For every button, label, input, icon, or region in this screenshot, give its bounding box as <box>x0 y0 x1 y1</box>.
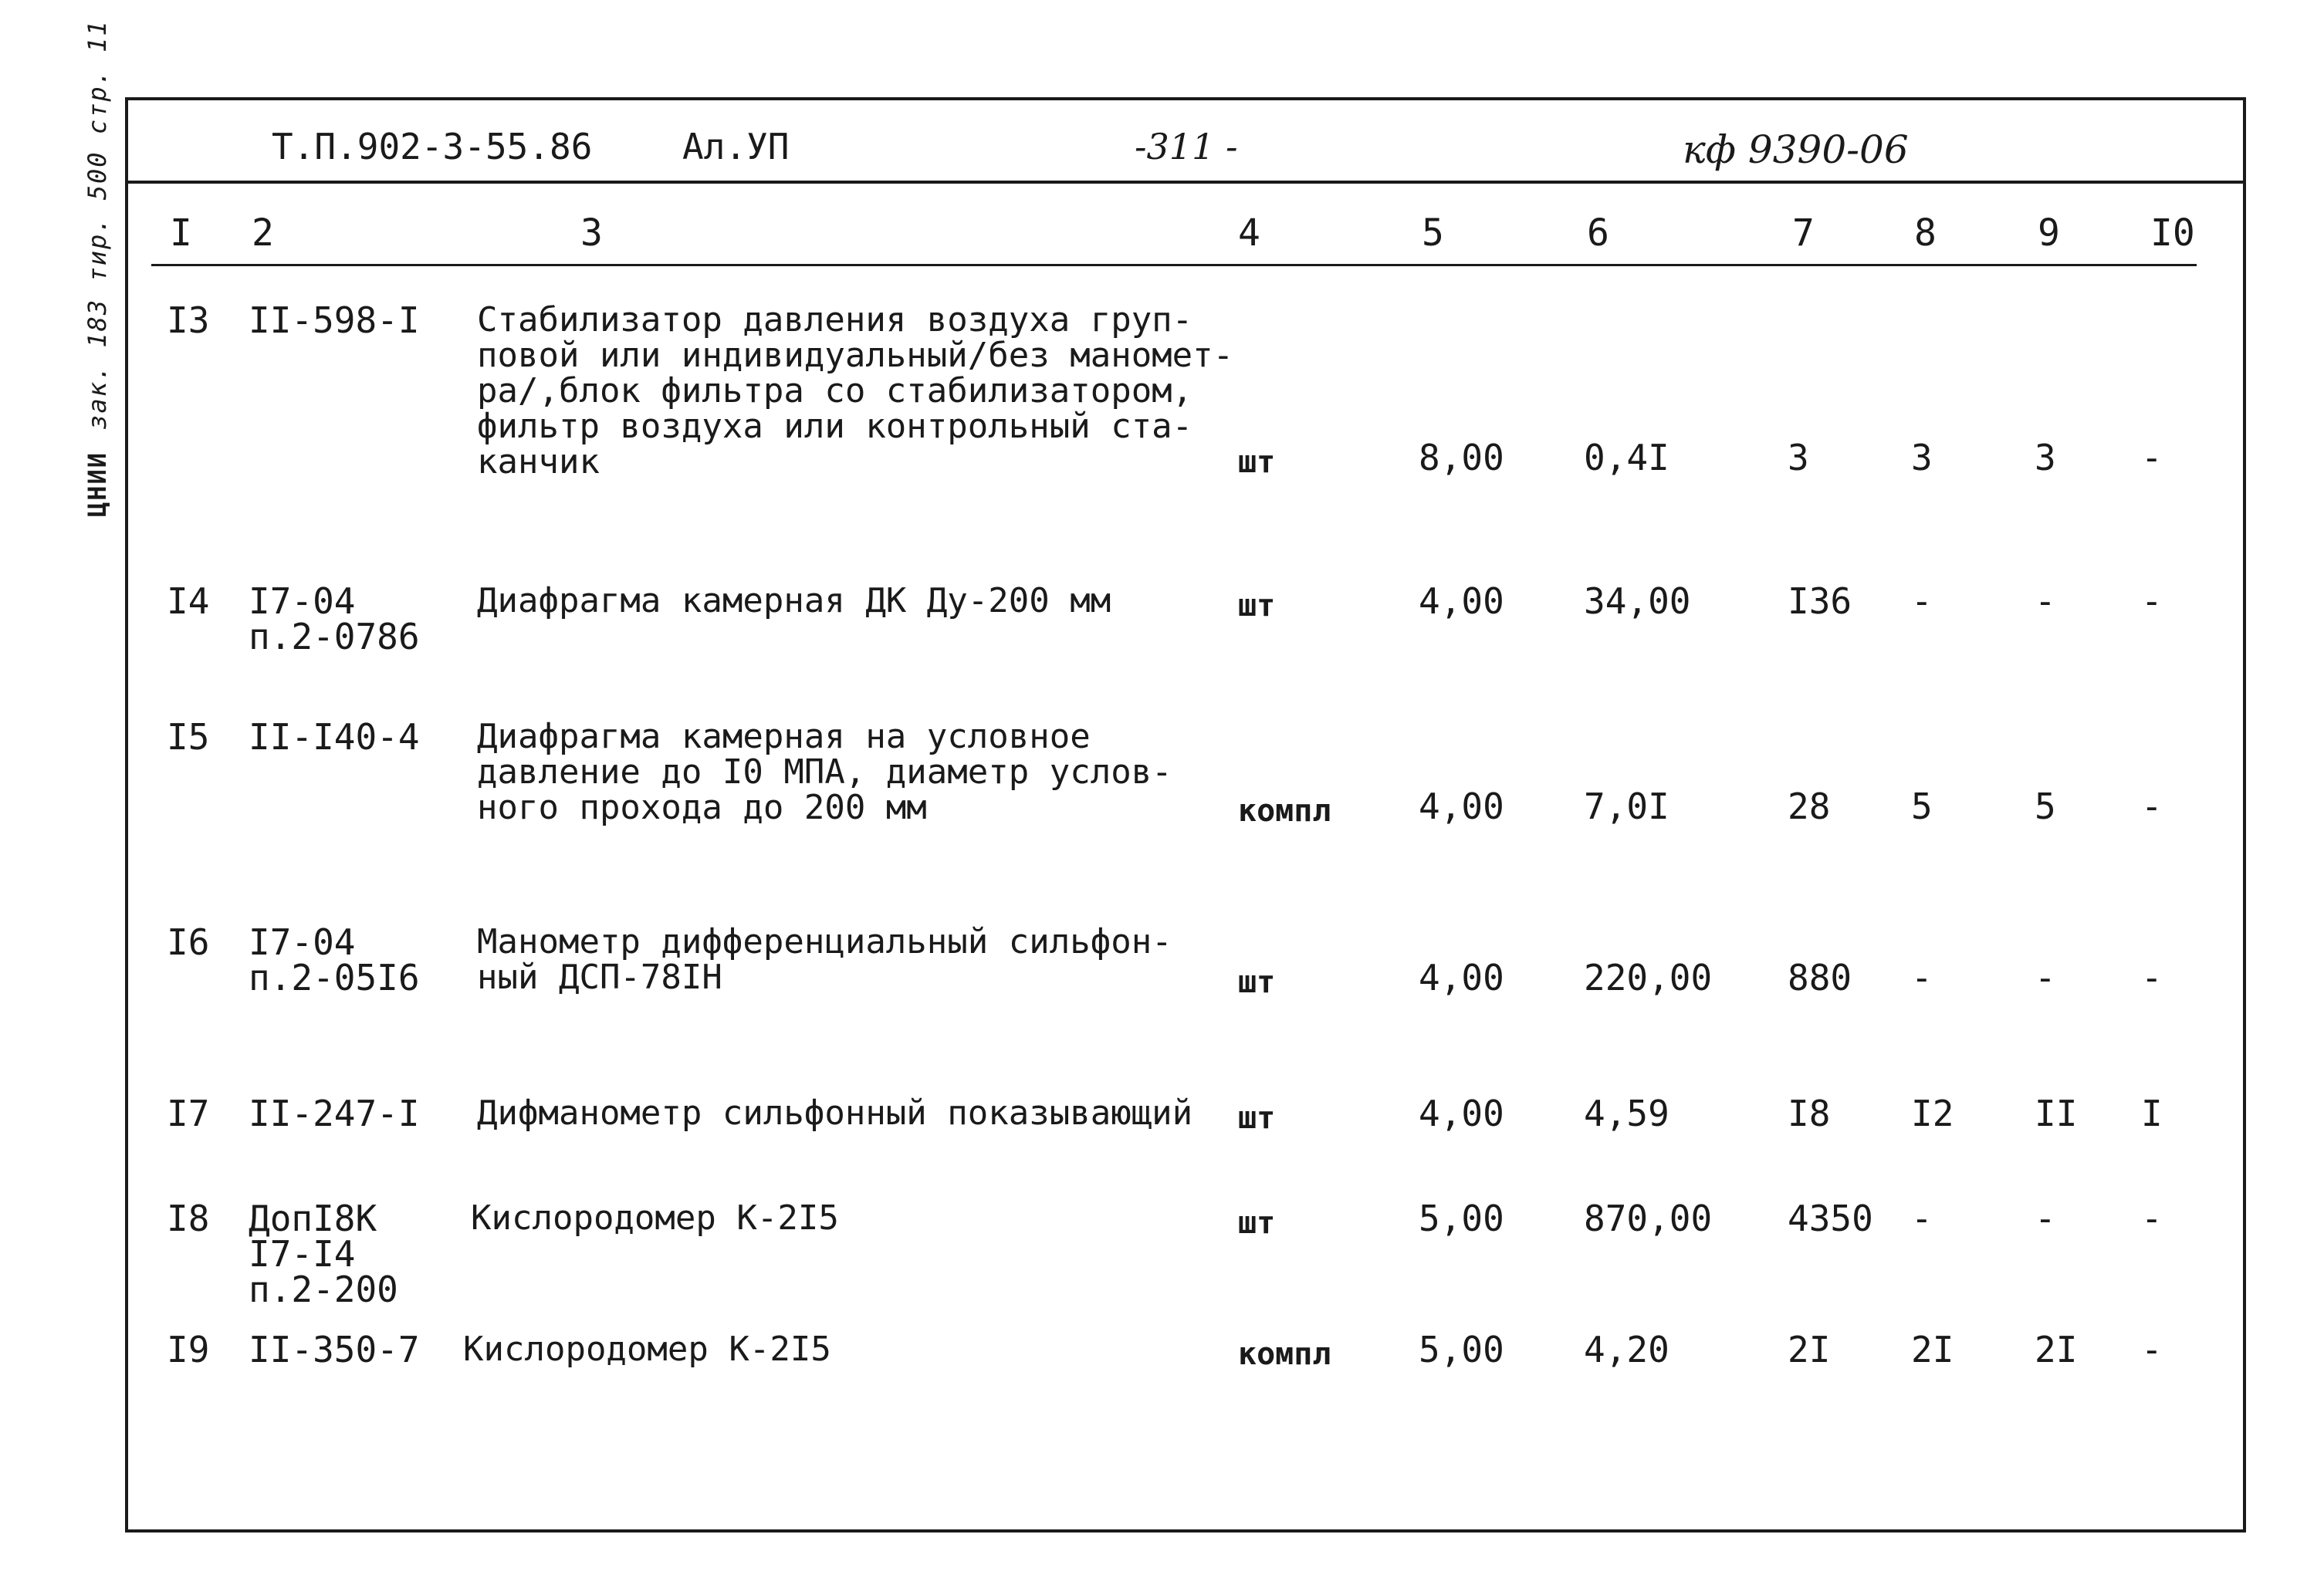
column-number: I0 <box>2150 211 2195 255</box>
item-description-line: Дифманометр сильфонный показывающий <box>477 1093 1193 1133</box>
item-description-line: Кислородомер К-2I5 <box>471 1198 839 1238</box>
item-description-line: ного прохода до 200 мм <box>477 788 927 827</box>
column-10-value: - <box>2141 957 2163 999</box>
total-cost: I36 <box>1788 580 1852 622</box>
form-code: кф 9390-06 <box>1683 127 1909 172</box>
doc-designation: Т.П.902-3-55.86 <box>272 126 593 167</box>
catalog-code: I7-04 <box>249 580 356 622</box>
column-numbers-divider <box>151 264 2197 266</box>
column-10-value: - <box>2141 786 2163 827</box>
catalog-code: п.2-200 <box>249 1269 398 1310</box>
column-9-value: 5 <box>2035 786 2056 827</box>
unit-price: 34,00 <box>1584 580 1691 622</box>
row-number: I9 <box>167 1329 210 1370</box>
unit-price: 0,4I <box>1584 437 1669 478</box>
quantity: 4,00 <box>1419 580 1504 622</box>
item-description-line: Диафрагма камерная на условное <box>477 717 1091 756</box>
unit-price: 220,00 <box>1584 957 1713 999</box>
item-description-line: Диафрагма камерная ДК Ду-200 мм <box>477 581 1111 620</box>
unit-of-measure: шт <box>1238 444 1276 480</box>
column-number: 8 <box>1914 211 1937 255</box>
column-number: 5 <box>1422 211 1444 255</box>
column-10-value: - <box>2141 1198 2163 1239</box>
column-number: 6 <box>1587 211 1609 255</box>
quantity: 4,00 <box>1419 786 1504 827</box>
column-number: 2 <box>252 211 274 255</box>
item-description-line: Манометр дифференциальный сильфон- <box>477 922 1172 961</box>
row-number: I4 <box>167 580 210 622</box>
total-cost: 4350 <box>1788 1198 1873 1239</box>
item-description-line: канчик <box>477 442 600 482</box>
item-description-line: Стабилизатор давления воздуха груп- <box>477 300 1193 340</box>
catalog-code: ДопI8К <box>249 1198 377 1239</box>
catalog-code: п.2-05I6 <box>249 957 420 999</box>
side-stamp <box>51 19 120 517</box>
column-10-value: - <box>2141 437 2163 478</box>
column-8-value: - <box>1911 580 1933 622</box>
total-cost: 2I <box>1788 1329 1831 1370</box>
catalog-code: I7-04 <box>249 921 356 963</box>
column-number: I <box>170 211 192 255</box>
side-stamp-org: ЦНИИ <box>83 451 112 517</box>
total-cost: 28 <box>1788 786 1831 827</box>
column-9-value: - <box>2035 1198 2056 1239</box>
column-10-value: - <box>2141 1329 2163 1370</box>
quantity: 8,00 <box>1419 437 1504 478</box>
unit-price: 4,20 <box>1584 1329 1669 1370</box>
unit-of-measure: компл <box>1238 793 1331 829</box>
column-8-value: 2I <box>1911 1329 1954 1370</box>
unit-of-measure: шт <box>1238 1100 1276 1136</box>
total-cost: 3 <box>1788 437 1809 478</box>
column-9-value: II <box>2035 1093 2078 1134</box>
item-description-line: ный ДСП-78IН <box>477 958 722 997</box>
row-number: I7 <box>167 1093 210 1134</box>
column-8-value: 3 <box>1911 437 1933 478</box>
column-8-value: - <box>1911 1198 1933 1239</box>
row-number: I6 <box>167 921 210 963</box>
catalog-code: II-350-7 <box>249 1329 420 1370</box>
column-8-value: 5 <box>1911 786 1933 827</box>
quantity: 4,00 <box>1419 957 1504 999</box>
column-number: 9 <box>2038 211 2060 255</box>
unit-price: 4,59 <box>1584 1093 1669 1134</box>
album-label: Ал.УП <box>682 126 790 167</box>
header-divider <box>125 181 2246 184</box>
unit-of-measure: шт <box>1238 965 1276 1000</box>
total-cost: 880 <box>1788 957 1852 999</box>
item-description-line: Кислородомер К-2I5 <box>463 1330 831 1369</box>
item-description-line: ра/,блок фильтра со стабилизатором, <box>477 371 1193 411</box>
item-description-line: давление до I0 МПА, диаметр услов- <box>477 752 1172 792</box>
quantity: 5,00 <box>1419 1329 1504 1370</box>
column-8-value: I2 <box>1911 1093 1954 1134</box>
unit-of-measure: компл <box>1238 1336 1331 1372</box>
column-9-value: 2I <box>2035 1329 2078 1370</box>
page-number: -311 - <box>1135 126 1238 167</box>
quantity: 5,00 <box>1419 1198 1504 1239</box>
row-number: I8 <box>167 1198 210 1239</box>
row-number: I5 <box>167 716 210 758</box>
total-cost: I8 <box>1788 1093 1831 1134</box>
unit-price: 870,00 <box>1584 1198 1713 1239</box>
unit-price: 7,0I <box>1584 786 1669 827</box>
column-9-value: 3 <box>2035 437 2056 478</box>
column-10-value: I <box>2141 1093 2163 1134</box>
catalog-code: п.2-0786 <box>249 616 420 657</box>
item-description-line: повой или индивидуальный/без маномет- <box>477 336 1234 375</box>
column-number: 7 <box>1792 211 1815 255</box>
item-description-line: фильтр воздуха или контрольный ста- <box>477 407 1193 446</box>
catalog-code: II-247-I <box>249 1093 420 1134</box>
column-9-value: - <box>2035 957 2056 999</box>
quantity: 4,00 <box>1419 1093 1504 1134</box>
catalog-code: II-598-I <box>249 299 420 341</box>
unit-of-measure: шт <box>1238 588 1276 623</box>
column-10-value: - <box>2141 580 2163 622</box>
unit-of-measure: шт <box>1238 1205 1276 1241</box>
catalog-code: I7-I4 <box>249 1233 356 1275</box>
column-number: 4 <box>1238 211 1260 255</box>
row-number: I3 <box>167 299 210 341</box>
side-stamp-order: зак. 183 тир. 500 стр. 11 <box>83 19 112 430</box>
column-number: 3 <box>580 211 603 255</box>
column-8-value: - <box>1911 957 1933 999</box>
catalog-code: II-I40-4 <box>249 716 420 758</box>
column-9-value: - <box>2035 580 2056 622</box>
